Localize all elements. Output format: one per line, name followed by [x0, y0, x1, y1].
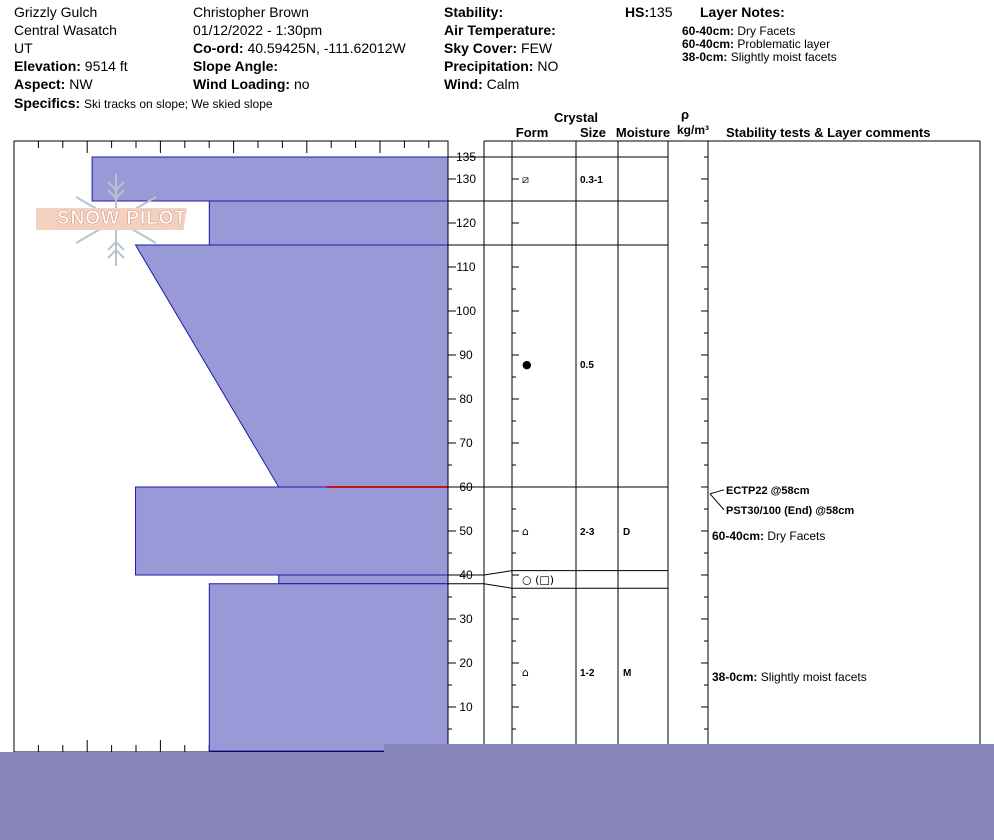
depth-tick-label: 100: [455, 304, 477, 318]
layer-comment-text: Dry Facets: [764, 529, 826, 543]
depth-tick-label: 60: [459, 480, 473, 494]
layer-note-text: Slightly moist facets: [730, 50, 837, 64]
precip-label: Precipitation:: [444, 58, 534, 74]
depth-tick-label: 80: [459, 392, 473, 406]
layer-comment-text: Slightly moist facets: [757, 669, 867, 684]
wind-value: Calm: [486, 76, 520, 92]
hardness-layer: [209, 201, 448, 245]
wind-label: Wind:: [444, 76, 483, 92]
layer-connector: [484, 584, 512, 588]
depth-tick-label: 40: [459, 568, 473, 582]
layer-note-text: Dry Facets: [737, 24, 796, 38]
crystal-form-symbol: ⌂: [522, 525, 529, 538]
crystal-form-symbol: ○ (□): [522, 573, 555, 587]
layer-comment: [712, 670, 867, 684]
stability-test-pointer: [710, 490, 724, 494]
depth-tick-label: 135: [455, 150, 477, 164]
bottom-overlay: [0, 752, 994, 840]
stability-label: Stability:: [444, 4, 504, 20]
sky-label: Sky Cover:: [444, 40, 518, 56]
wind-loading-label: Wind Loading:: [193, 76, 291, 92]
hs-value: 135: [649, 4, 673, 20]
wind-loading-value: no: [293, 76, 310, 92]
sky-value: FEW: [521, 40, 553, 56]
layer-connector: [484, 571, 512, 575]
range: Central Wasatch: [14, 22, 117, 38]
crystal-moisture: M: [623, 667, 632, 679]
crystal-form-symbol: ⌂: [522, 665, 529, 679]
elevation-value: 9514 ft: [84, 58, 128, 74]
depth-tick-label: 130: [455, 172, 477, 186]
depth-tick-label: 30: [459, 612, 473, 626]
stability-test-pointer: [710, 494, 724, 510]
datetime: 01/12/2022 - 1:30pm: [193, 22, 323, 38]
aspect-label: Aspect:: [14, 76, 66, 92]
layer-comment-range: 38-0cm:: [712, 669, 758, 684]
coord-label: Co-ord:: [193, 40, 244, 56]
comments-header: Stability tests & Layer comments: [726, 125, 931, 140]
form-header: Form: [515, 125, 549, 140]
crystal-size: 2-3: [580, 527, 595, 538]
crystal-size: 1-2: [580, 667, 595, 679]
specifics-value: Ski tracks on slope; We skied slope: [84, 97, 273, 111]
hardness-layer: [136, 487, 448, 575]
snow-pilot-logo-text: SNOW PILOT: [56, 208, 188, 229]
layer-comment: [712, 529, 825, 543]
layer-note-text: Problematic layer: [737, 37, 831, 51]
crystal-size: 0.3-1: [580, 175, 603, 186]
stability-test: PST30/100 (End) @58cm: [726, 504, 855, 517]
crystal-header: Crystal: [553, 110, 599, 125]
layer-note-range: 60-40cm:: [682, 37, 735, 51]
depth-tick-label: 20: [459, 656, 473, 670]
hs-label: HS:: [625, 4, 650, 20]
layer-note-range: 38-0cm:: [682, 50, 728, 64]
specifics-label: Specifics:: [14, 95, 81, 111]
precip-value: NO: [537, 58, 559, 74]
elevation-label: Elevation:: [14, 58, 81, 74]
depth-tick-label: 110: [456, 260, 476, 274]
stability-test: ECTP22 @58cm: [726, 484, 810, 497]
layer-notes-title: Layer Notes:: [700, 4, 785, 20]
hardness-layer: [209, 584, 448, 751]
moisture-header: Moisture: [615, 125, 671, 140]
crystal-form-symbol: ⧄: [522, 173, 529, 186]
slope-label: Slope Angle:: [193, 58, 279, 74]
depth-tick-label: 10: [459, 700, 473, 714]
depth-tick-label: 90: [459, 348, 473, 362]
location: Grizzly Gulch: [14, 4, 98, 20]
aspect-value: NW: [69, 76, 93, 92]
hardness-layer: [136, 245, 448, 487]
density-unit-header: kg/m³: [676, 123, 709, 137]
size-header: Size: [579, 125, 606, 140]
observer: Christopher Brown: [193, 4, 309, 20]
density-rho-header: ρ: [680, 107, 690, 122]
depth-tick-label: 70: [459, 436, 473, 450]
layer-comment-range: 60-40cm:: [712, 529, 765, 543]
layer-note-range: 60-40cm:: [682, 24, 735, 38]
air-temp-label: Air Temperature:: [444, 22, 556, 38]
hardness-layer: [279, 575, 448, 584]
snow-pilot-logo: [36, 170, 196, 270]
state: UT: [14, 40, 33, 56]
coord-value: 40.59425N, -111.62012W: [247, 40, 406, 56]
crystal-moisture: D: [623, 527, 631, 538]
crystal-form-symbol: ●: [522, 357, 532, 371]
depth-tick-label: 50: [459, 524, 473, 538]
depth-tick-label: 120: [455, 216, 477, 230]
crystal-size: 0.5: [580, 359, 594, 371]
